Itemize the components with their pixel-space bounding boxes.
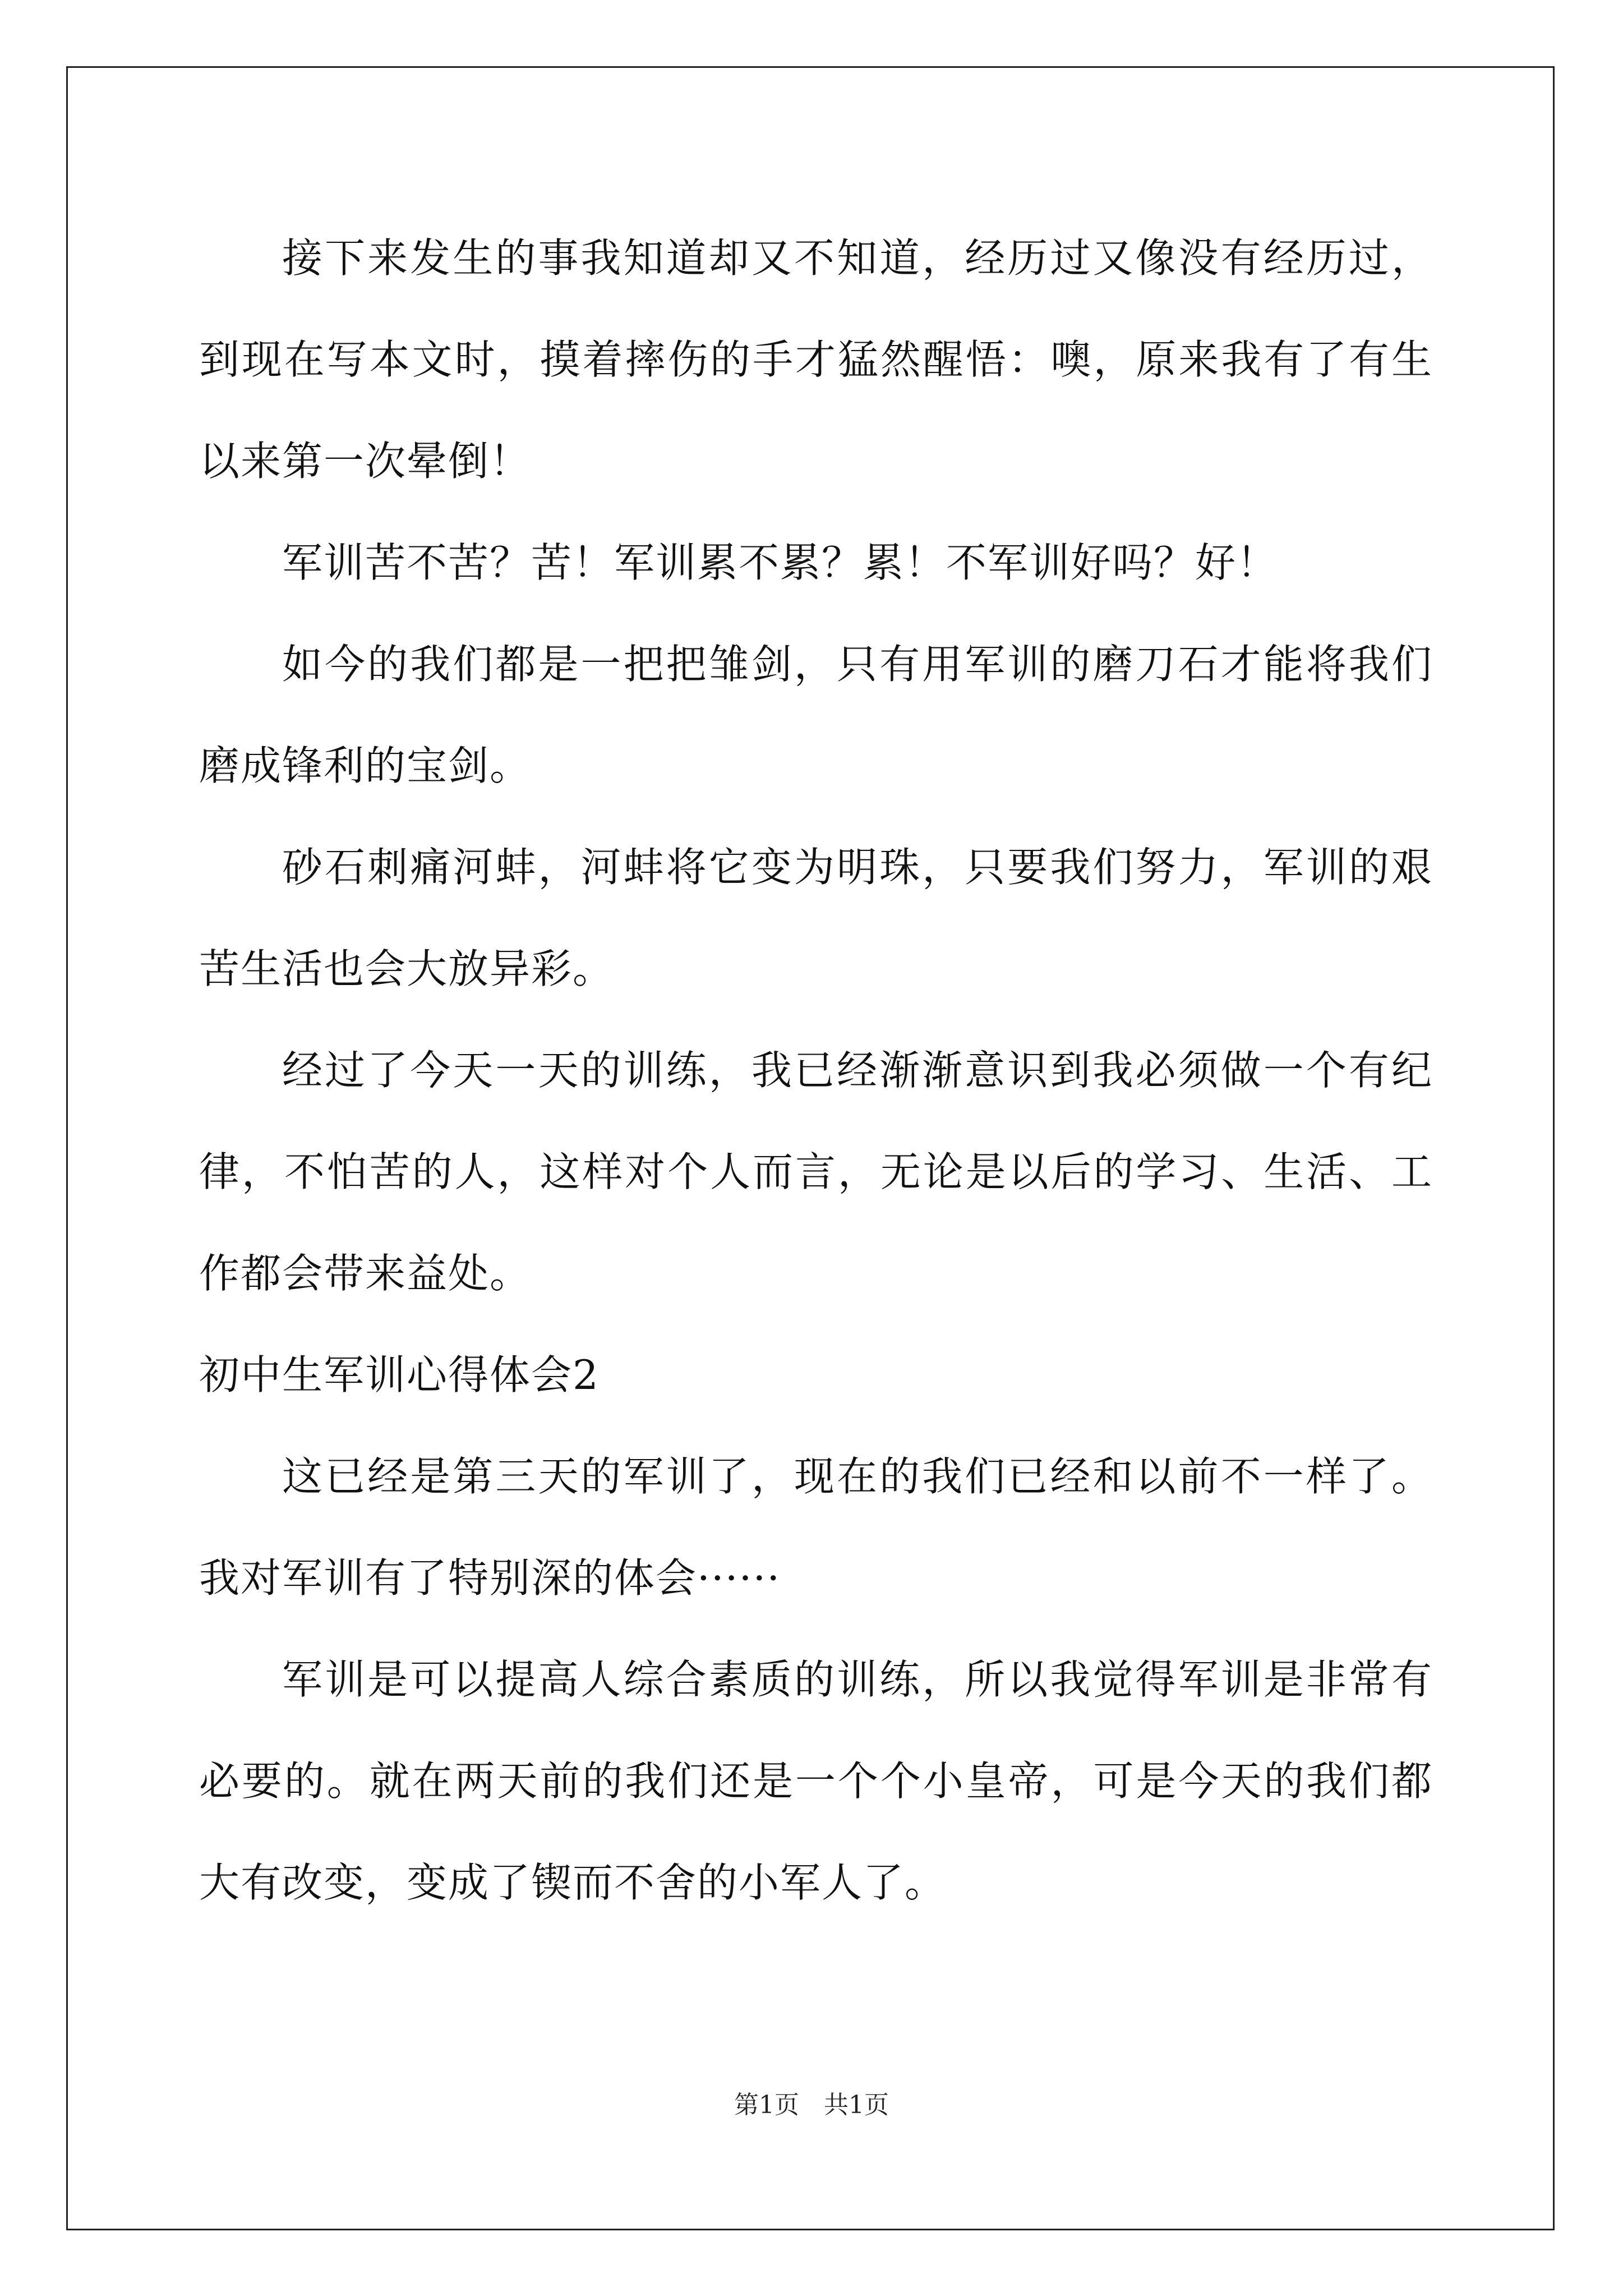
- paragraph: 经过了今天一天的训练，我已经渐渐意识到我必须做一个有纪律，不怕苦的人，这样对个人而言，无论是以后的学习、生活、工作都会带来益处。: [199, 1047, 1433, 1297]
- paragraph: 军训是可以提高人综合素质的训练，所以我觉得军训是非常有必要的。就在两天前的我们还是一个个小皇帝，可是今天的我们都大有改变，变成了锲而不舍的小军人了。: [199, 1656, 1433, 1906]
- section-heading: 初中生军训心得体会2: [199, 1351, 600, 1398]
- paragraph: 军训苦不苦？苦！军训累不累？累！不军训好吗？好！: [282, 539, 1279, 586]
- paragraph: 砂石刺痛河蚌，河蚌将它变为明珠，只要我们努力，军训的艰苦生活也会大放异彩。: [199, 844, 1433, 992]
- paragraph: 如今的我们都是一把把雏剑，只有用军训的磨刀石才能将我们磨成锋利的宝剑。: [199, 641, 1433, 789]
- paragraph: 接下来发生的事我知道却又不知道，经历过又像没有经历过，到现在写本文时，摸着摔伤的手才猛然醒悟：噢，原来我有了有生以来第一次晕倒！: [199, 234, 1433, 485]
- document-body: [199, 208, 1433, 1934]
- paragraph: 这已经是第三天的军训了，现在的我们已经和以前不一样了。我对军训有了特别深的体会······: [199, 1453, 1433, 1602]
- page-footer: 第1页 共1页: [734, 2091, 889, 2119]
